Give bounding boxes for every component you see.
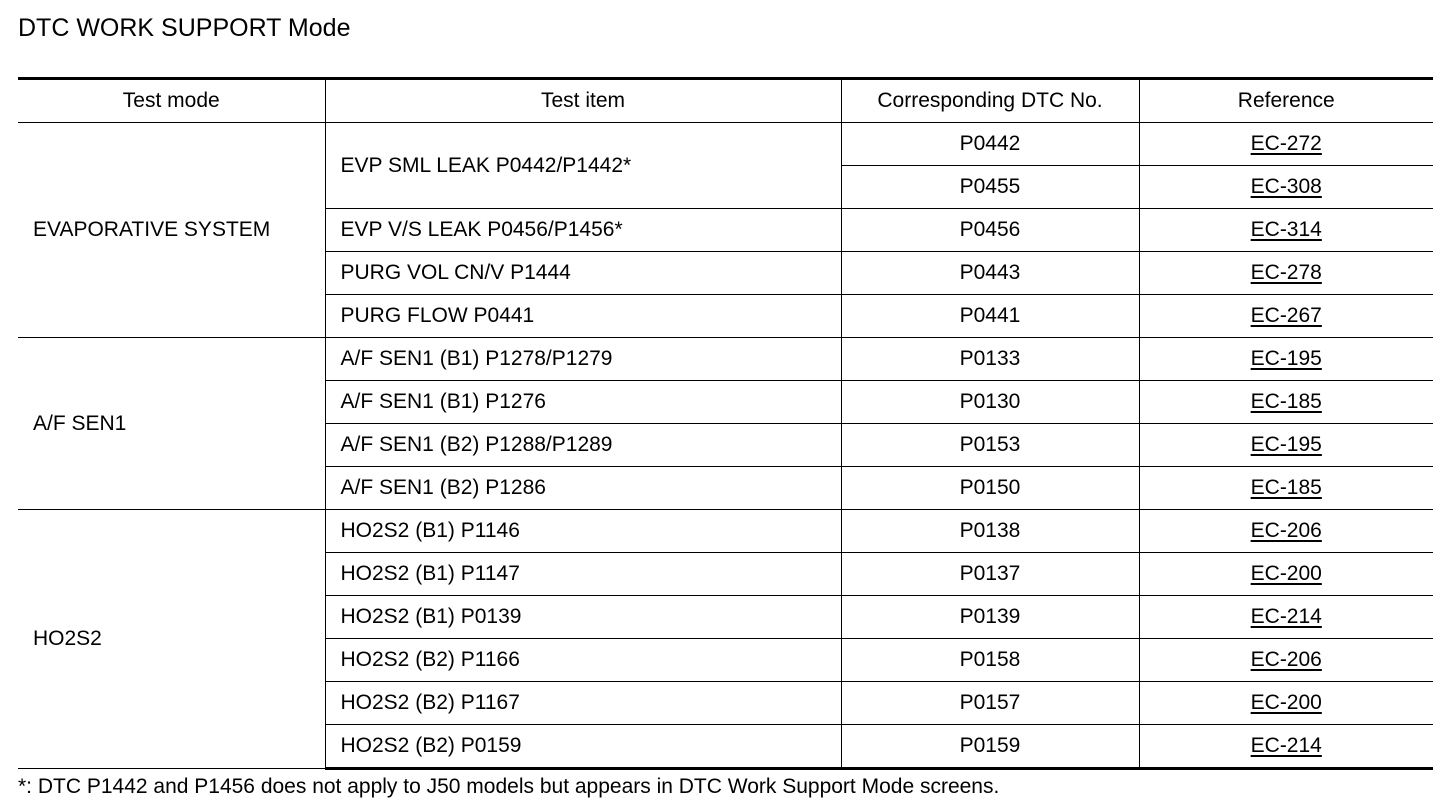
dtc-number-cell: P0137 xyxy=(841,553,1139,596)
table-row xyxy=(18,123,1433,166)
reference-link[interactable]: EC-214 xyxy=(1250,734,1322,757)
dtc-number-cell: P0139 xyxy=(841,596,1139,639)
header-test-mode: Test mode xyxy=(18,79,325,123)
reference-link[interactable]: EC-214 xyxy=(1250,605,1322,628)
reference-link[interactable]: EC-314 xyxy=(1250,218,1322,241)
header-reference: Reference xyxy=(1139,79,1433,123)
reference-link[interactable]: EC-267 xyxy=(1250,304,1322,327)
reference-cell xyxy=(1139,123,1433,166)
page-title: DTC WORK SUPPORT Mode xyxy=(18,14,351,42)
test-item-cell: EVP V/S LEAK P0456/P1456* xyxy=(325,209,841,252)
dtc-number-cell: P0456 xyxy=(841,209,1139,252)
test-item-cell: EVP SML LEAK P0442/P1442* xyxy=(325,123,841,209)
reference-link[interactable]: EC-185 xyxy=(1250,390,1322,413)
table-header xyxy=(18,79,1433,123)
test-item-cell: HO2S2 (B1) P1146 xyxy=(325,510,841,553)
table-body xyxy=(18,123,1433,769)
test-item-cell: HO2S2 (B2) P1166 xyxy=(325,639,841,682)
test-mode-cell: A/F SEN1 xyxy=(18,338,325,510)
dtc-number-cell: P0443 xyxy=(841,252,1139,295)
reference-cell xyxy=(1139,209,1433,252)
dtc-number-cell: P0153 xyxy=(841,424,1139,467)
test-item-cell: HO2S2 (B2) P0159 xyxy=(325,725,841,769)
test-item-cell: PURG FLOW P0441 xyxy=(325,295,841,338)
header-dtc-no: Corresponding DTC No. xyxy=(841,79,1139,123)
reference-cell xyxy=(1139,424,1433,467)
reference-link[interactable]: EC-195 xyxy=(1250,433,1322,456)
reference-cell xyxy=(1139,381,1433,424)
dtc-number-cell: P0158 xyxy=(841,639,1139,682)
dtc-number-cell: P0138 xyxy=(841,510,1139,553)
reference-cell xyxy=(1139,295,1433,338)
reference-link[interactable]: EC-308 xyxy=(1250,175,1322,198)
reference-cell xyxy=(1139,166,1433,209)
reference-cell xyxy=(1139,553,1433,596)
dtc-number-cell: P0150 xyxy=(841,467,1139,510)
dtc-number-cell: P0441 xyxy=(841,295,1139,338)
test-mode-cell: EVAPORATIVE SYSTEM xyxy=(18,123,325,338)
header-row xyxy=(18,79,1433,123)
reference-cell xyxy=(1139,338,1433,381)
test-mode-cell: HO2S2 xyxy=(18,510,325,769)
table-row xyxy=(18,510,1433,553)
reference-link[interactable]: EC-278 xyxy=(1250,261,1322,284)
reference-cell xyxy=(1139,252,1433,295)
reference-link[interactable]: EC-206 xyxy=(1250,519,1322,542)
test-item-cell: A/F SEN1 (B1) P1276 xyxy=(325,381,841,424)
reference-cell xyxy=(1139,510,1433,553)
dtc-work-support-table xyxy=(18,77,1433,770)
dtc-number-cell: P0455 xyxy=(841,166,1139,209)
reference-cell xyxy=(1139,725,1433,769)
footnote: *: DTC P1442 and P1456 does not apply to J50 models but appears in DTC Work Support Mode screens. xyxy=(18,775,1000,798)
reference-cell xyxy=(1139,596,1433,639)
test-item-cell: HO2S2 (B1) P0139 xyxy=(325,596,841,639)
header-test-item: Test item xyxy=(325,79,841,123)
reference-link[interactable]: EC-272 xyxy=(1250,132,1322,155)
test-item-cell: A/F SEN1 (B2) P1286 xyxy=(325,467,841,510)
dtc-number-cell: P0133 xyxy=(841,338,1139,381)
test-item-cell: A/F SEN1 (B2) P1288/P1289 xyxy=(325,424,841,467)
reference-link[interactable]: EC-206 xyxy=(1250,648,1322,671)
test-item-cell: A/F SEN1 (B1) P1278/P1279 xyxy=(325,338,841,381)
table-row xyxy=(18,338,1433,381)
test-item-cell: HO2S2 (B2) P1167 xyxy=(325,682,841,725)
dtc-number-cell: P0130 xyxy=(841,381,1139,424)
reference-link[interactable]: EC-185 xyxy=(1250,476,1322,499)
dtc-number-cell: P0442 xyxy=(841,123,1139,166)
test-item-cell: PURG VOL CN/V P1444 xyxy=(325,252,841,295)
reference-cell xyxy=(1139,639,1433,682)
dtc-number-cell: P0157 xyxy=(841,682,1139,725)
dtc-number-cell: P0159 xyxy=(841,725,1139,769)
reference-link[interactable]: EC-195 xyxy=(1250,347,1322,370)
reference-cell xyxy=(1139,467,1433,510)
reference-link[interactable]: EC-200 xyxy=(1250,562,1322,585)
reference-link[interactable]: EC-200 xyxy=(1250,691,1322,714)
test-item-cell: HO2S2 (B1) P1147 xyxy=(325,553,841,596)
reference-cell xyxy=(1139,682,1433,725)
